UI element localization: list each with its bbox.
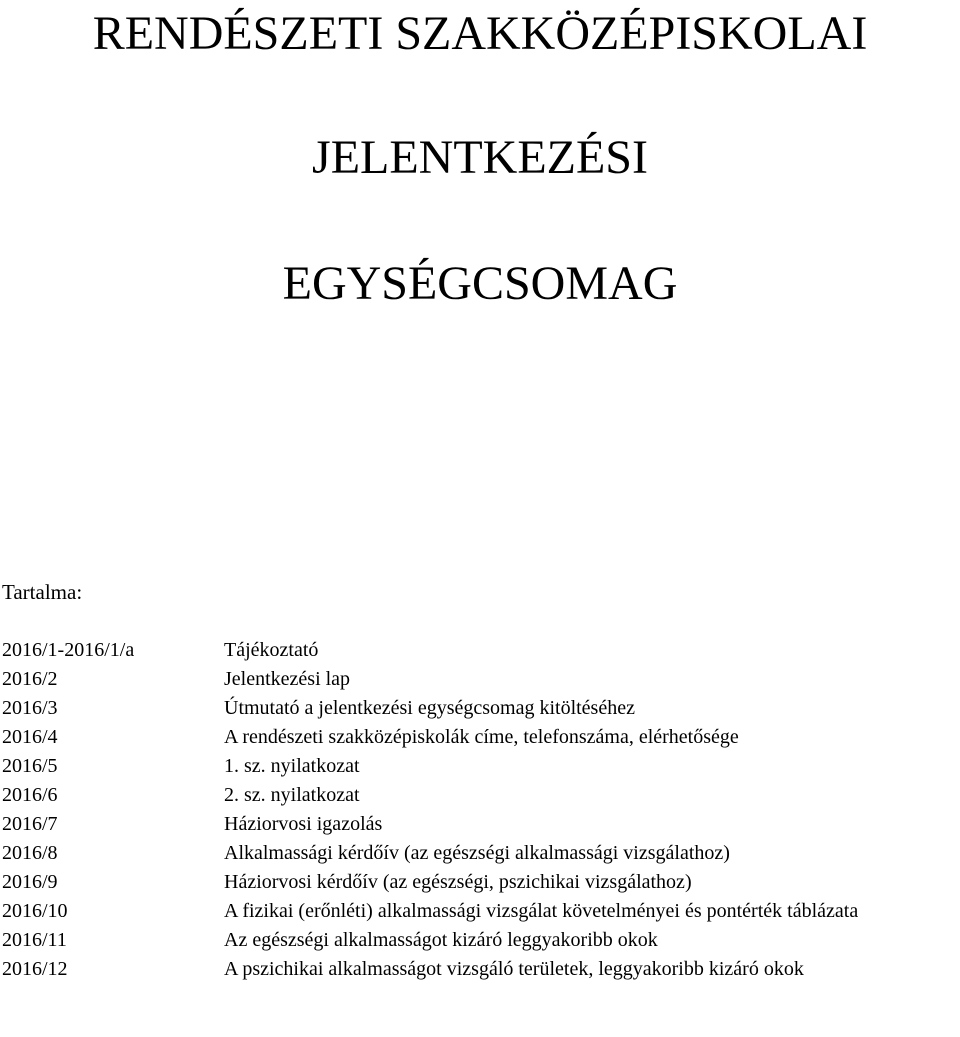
toc-item-code: 2016/7 (2, 813, 58, 835)
toc-item (0, 839, 958, 868)
toc-item-title: 1. sz. nyilatkozat (224, 755, 360, 777)
toc-item (0, 694, 958, 723)
toc-item (0, 665, 958, 694)
toc-item (0, 752, 958, 781)
toc-item (0, 955, 958, 984)
toc-item-code: 2016/6 (2, 784, 58, 806)
toc-item-code: 2016/4 (2, 726, 58, 748)
toc-item (0, 868, 958, 897)
toc-item-title: Háziorvosi kérdőív (az egészségi, pszichikai vizsgálathoz) (224, 871, 692, 893)
toc-item (0, 897, 958, 926)
toc-item-title: Háziorvosi igazolás (224, 813, 383, 835)
toc-item (0, 723, 958, 752)
toc-item-code: 2016/11 (2, 929, 67, 951)
toc-item-code: 2016/2 (2, 668, 58, 690)
document-title-line-2: JELENTKEZÉSI (312, 131, 648, 184)
document-title-line-1: RENDÉSZETI SZAKKÖZÉPISKOLAI (92, 7, 868, 60)
toc-item-title: A rendészeti szakközépiskolák címe, telefonszáma, elérhetősége (224, 726, 739, 748)
toc-item-code: 2016/9 (2, 871, 58, 893)
contents-heading: Tartalma: (2, 580, 83, 604)
toc-item-code: 2016/5 (2, 755, 58, 777)
toc-item (0, 781, 958, 810)
toc-item-title: A pszichikai alkalmasságot vizsgáló területek, leggyakoribb kizáró okok (224, 958, 804, 980)
toc-item-title: 2. sz. nyilatkozat (224, 784, 360, 806)
toc-item-code: 2016/1-2016/1/a (2, 639, 135, 661)
toc-item-title: A fizikai (erőnléti) alkalmassági vizsgálat követelményei és pontérték táblázata (224, 900, 859, 922)
document-title-line-3: EGYSÉGCSOMAG (282, 257, 678, 310)
toc-item-title: Útmutató a jelentkezési egységcsomag kitöltéséhez (224, 697, 635, 719)
toc-item-title: Jelentkezési lap (224, 668, 351, 690)
toc-item-code: 2016/12 (2, 958, 68, 980)
toc-item-title: Tájékoztató (224, 639, 319, 661)
toc-item-code: 2016/8 (2, 842, 58, 864)
toc-item (0, 636, 958, 665)
toc-item-code: 2016/3 (2, 697, 58, 719)
table-of-contents (0, 636, 958, 984)
toc-item (0, 926, 958, 955)
toc-item-title: Az egészségi alkalmasságot kizáró leggyakoribb okok (224, 929, 658, 951)
toc-item-title: Alkalmassági kérdőív (az egészségi alkalmassági vizsgálathoz) (224, 842, 730, 864)
toc-item-code: 2016/10 (2, 900, 68, 922)
toc-item (0, 810, 958, 839)
